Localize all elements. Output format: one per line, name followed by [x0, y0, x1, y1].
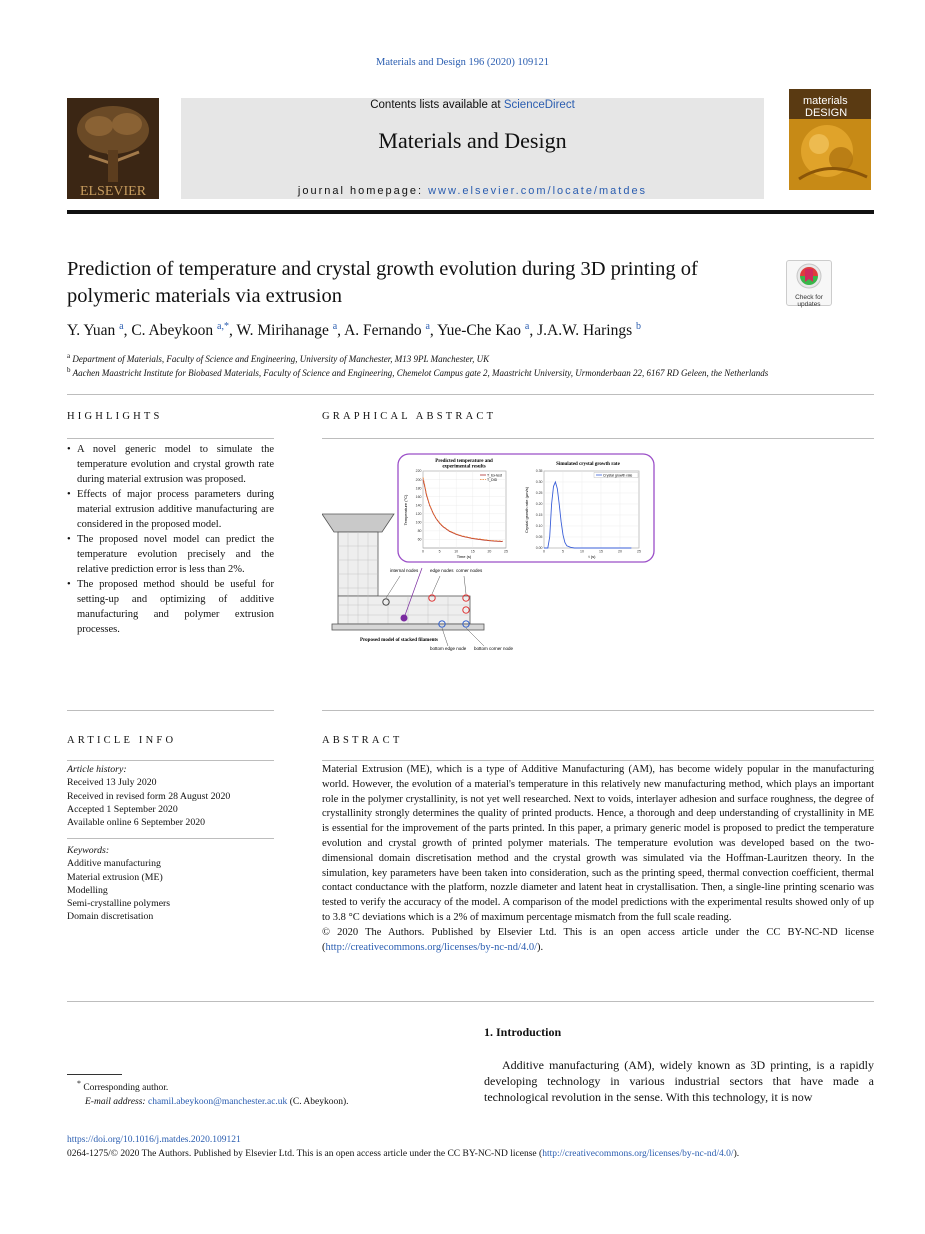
header-rule	[67, 210, 874, 214]
y-tick-label: 200	[415, 477, 422, 482]
article-history	[67, 763, 230, 829]
journal-homepage-link[interactable]: www.elsevier.com/locate/matdes	[428, 185, 648, 197]
keyword-item[interactable]: Material extrusion (ME)	[67, 871, 163, 883]
svg-text:materials: materials	[803, 95, 848, 107]
keyword-item[interactable]: Domain discretisation	[67, 911, 154, 923]
growth-chart-plot-area	[544, 471, 639, 548]
x-tick-label: 25	[637, 549, 641, 554]
label-internal-nodes: internal nodes	[390, 568, 419, 573]
y-tick-label: 80	[417, 529, 422, 534]
highlight-item: • The proposed novel model can predict the temperature evolution precisely and the relative prediction error is less than 2%.	[67, 532, 274, 577]
elsevier-logo[interactable]	[67, 98, 159, 199]
elsevier-tree-icon	[67, 98, 159, 199]
keyword-item[interactable]: Modelling	[67, 884, 108, 896]
label-bottom-corner-node: bottom corner node	[474, 646, 514, 651]
divider	[67, 710, 274, 711]
footnote-rule	[67, 1074, 122, 1075]
nozzle-shape	[322, 514, 394, 532]
abstract-body	[322, 763, 874, 955]
article-title: Prediction of temperature and crystal growth evolution during 3D printing of polymeric materials via extrusion	[67, 258, 698, 307]
divider	[67, 1001, 874, 1002]
y-tick-label: 160	[415, 494, 422, 499]
keyword-item[interactable]: Semi-crystalline polymers	[67, 898, 171, 910]
temp-chart-xlabel: Time (s)	[456, 554, 472, 559]
author[interactable]: C. Abeykoon $^{a,*}$	[131, 321, 229, 340]
y-tick-label: 60	[417, 537, 422, 542]
journal-reference-link[interactable]: Materials and Design 196 (2020) 109121	[376, 57, 549, 68]
svg-text:DESIGN: DESIGN	[805, 107, 848, 119]
x-tick-label: 10	[580, 549, 584, 554]
abstract-license: © 2020 The Authors. Published by Elsevier Ltd. This is an open access article under the CC BY-NC-ND license (http://creativecommons.org/licenses/by-nc-nd/4.0/).	[322, 926, 874, 953]
graphical-abstract-figure	[322, 450, 662, 655]
y-tick-label: 180	[415, 486, 422, 491]
author[interactable]: Yue-Che Kao $^a$	[437, 321, 530, 340]
author[interactable]: Y. Yuan $^a$	[67, 321, 124, 340]
divider	[67, 838, 274, 839]
license-link[interactable]: http://creativecommons.org/licenses/by-nc-nd/4.0/	[325, 941, 538, 953]
y-tick-label: 140	[415, 503, 422, 508]
divider	[322, 710, 874, 711]
highlights-list	[67, 442, 274, 637]
highlight-item: • Effects of major process parameters during material extrusion additive manufacturing are considered in the proposed model.	[67, 487, 274, 532]
callout-line	[466, 628, 484, 646]
legend-label-experimental: T_Ex-test	[487, 473, 502, 478]
author[interactable]: A. Fernando $^a$	[344, 321, 430, 340]
journal-cover-image	[789, 89, 871, 190]
highlight-item: • The proposed method should be useful for setting-up and optimizing of additive manufacturing and polymer extrusion processes.	[67, 577, 274, 637]
crossmark-icon	[796, 263, 822, 289]
y-tick-label: 0.20	[535, 502, 543, 507]
highlight-item: • A novel generic model to simulate the temperature evolution and crystal growth rate during material extrusion was proposed.	[67, 442, 274, 487]
growth-chart-title: Simulated crystal growth rate	[556, 462, 620, 467]
article-info-heading: ARTICLE INFO	[67, 735, 177, 746]
highlights-heading: HIGHLIGHTS	[67, 411, 163, 422]
x-tick-label: 15	[470, 549, 475, 554]
corresponding-author-footnote: * Corresponding author. E-mail address: chamil.abeykoon@manchester.ac.uk (C. Abeykoon).	[77, 1079, 349, 1107]
author-list: Y. Yuan $^a$, C. Abeykoon $^{a,*}$, W. Mirihanage $^a$, A. Fernando $^a$, Yue-Che Kao $^a$, J.A.W. Harings $^b$	[67, 321, 641, 340]
y-tick-label: 0.25	[535, 491, 543, 496]
graphical-abstract-heading: GRAPHICAL ABSTRACT	[322, 411, 497, 422]
y-tick-label: 120	[415, 511, 422, 516]
growth-chart-legend	[594, 473, 638, 478]
x-tick-label: 25	[504, 549, 508, 554]
legend-label-growth: Crystal growth rate	[603, 473, 633, 478]
divider	[67, 438, 274, 439]
introduction-heading: 1. Introduction	[484, 1025, 562, 1039]
doi-link[interactable]: https://doi.org/10.1016/j.matdes.2020.109121	[67, 1135, 241, 1145]
x-tick-label: 10	[454, 549, 459, 554]
divider	[322, 760, 874, 761]
y-tick-label: 220	[415, 469, 422, 474]
x-tick-label: 5	[438, 549, 441, 554]
author-email-link[interactable]: chamil.abeykoon@manchester.ac.uk	[147, 1096, 288, 1107]
article-history-label: Article history:	[67, 764, 127, 775]
keyword-item[interactable]: Additive manufacturing	[67, 858, 161, 870]
y-tick-label: 0.15	[535, 513, 543, 518]
introduction-text: Additive manufacturing (AM), widely known as 3D printing, is a rapidly developing technology in various industrial sectors that have made a technological revolution in the sense. With this technology, it is now	[484, 1058, 874, 1104]
temp-chart-title-line2: experimental results	[442, 464, 486, 470]
y-tick-label: 0.00	[535, 546, 543, 551]
label-corner-nodes: corner nodes	[456, 568, 483, 573]
y-tick-label: 100	[415, 520, 422, 525]
divider	[67, 394, 874, 395]
journal-title: Materials and Design	[378, 128, 567, 153]
y-tick-label: 0.30	[535, 480, 543, 485]
journal-homepage-line: journal homepage: www.elsevier.com/locate/matdes	[297, 185, 648, 197]
crossmark-label: Check for updates	[795, 294, 823, 308]
y-tick-label: 0.10	[535, 524, 543, 529]
journal-cover-thumbnail[interactable]	[789, 89, 871, 190]
growth-chart-xlabel: t (s)	[588, 554, 596, 559]
affiliation-a: $^a$ Department of Materials, Faculty of Science and Engineering, University of Manchester, M13 9PL Manchester, UK	[67, 352, 490, 364]
label-bottom-edge-node: bottom edge node	[430, 646, 467, 651]
check-for-updates-button[interactable]	[786, 260, 832, 306]
x-tick-label: 0	[422, 549, 424, 554]
callout-line	[442, 628, 448, 646]
author[interactable]: J.A.W. Harings $^b$	[537, 321, 641, 340]
divider	[67, 760, 274, 761]
label-model-caption: Proposed model of stacked filaments	[360, 638, 438, 643]
callout-line	[432, 576, 440, 594]
legend-label-simulated: T_DID	[487, 477, 498, 482]
x-tick-label: 20	[487, 549, 492, 554]
growth-chart-ylabel: Crystal growth rate (μm/s)	[524, 486, 529, 534]
callout-line	[386, 576, 400, 598]
divider	[322, 438, 874, 439]
temp-chart-ylabel: Temperature (°C)	[403, 494, 408, 526]
x-tick-label: 20	[618, 549, 622, 554]
history-item: Received 13 July 2020	[67, 777, 157, 789]
author[interactable]: W. Mirihanage $^a$	[236, 321, 338, 340]
footer-license-link[interactable]: http://creativecommons.org/licenses/by-nc-nd/4.0/	[542, 1149, 734, 1159]
y-tick-label: 0.35	[535, 469, 543, 474]
keywords	[67, 844, 170, 924]
x-tick-label: 15	[599, 549, 603, 554]
y-tick-label: 0.05	[535, 535, 543, 540]
history-item: Available online 6 September 2020	[67, 817, 206, 829]
x-tick-label: 0	[543, 549, 545, 554]
issn-license-line: 0264-1275/© 2020 The Authors. Published by Elsevier Ltd. This is an open access article under the CC BY-NC-ND license (http://creativecommons.org/licenses/by-nc-nd/4.0/).	[67, 1149, 740, 1159]
contents-line: Contents lists available at ScienceDirect	[370, 99, 575, 111]
temp-chart-title-line1: Predicted temperature and	[435, 459, 493, 464]
label-edge-nodes: edge nodes	[430, 568, 454, 573]
svg-text:ELSEVIER: ELSEVIER	[79, 184, 147, 199]
abstract-heading: ABSTRACT	[322, 735, 403, 746]
history-item: Accepted 1 September 2020	[67, 803, 178, 815]
history-item: Received in revised form 28 August 2020	[67, 790, 231, 802]
affiliation-b: $^b$ Aachen Maastricht Institute for Biobased Materials, Faculty of Science and Engineering, Chemelot Campus gate 2, Maastricht University, Urmonderbaan 22, 6167 RD Geleen, the Netherlands	[67, 366, 769, 378]
callout-line	[464, 576, 466, 594]
print-platform	[332, 624, 484, 630]
sciencedirect-link[interactable]: ScienceDirect	[503, 99, 575, 111]
abstract-text: Material Extrusion (ME), which is a type of Additive Manufacturing (AM), has become widely popular in the manufacturing world. However, the evolution of a material's temperature in this relatively new manufacturing method, which plays an important role in the polymer crystallinity, is not yet well researched. Next to voids, interlayer adhesion and surface roughness, the degree of crystallinity strongly determines the quality of printed products. Hence, a thorough and deep understanding of crystallinity in ME is essential for the improvement of the parts printed. In this paper, a primary generic model is proposed to predict the temperature evolution and crystal growth of printed polymer materials. The temperature evolution was developed based on the two-dimensional domain discretisation method and the crystal growth was simulated via the Hoffman-Lauritzen theory. In the simulation, key parameters have been taken into consideration, such as the printing speed, thermal convection coefficient, thermal contact conductance with the platform, nozzle diameter and latent heat in crystallisation. Then, a single-line printing scenario was tested to verify the accuracy of the model. A comparison of the model predictions with the experimental results showed only of up to 3.8 °C deviations which is a 2% of maximum percentage mismatch from the full scale reading.	[322, 764, 874, 923]
x-tick-label: 5	[562, 549, 564, 554]
keywords-label: Keywords:	[67, 845, 110, 856]
